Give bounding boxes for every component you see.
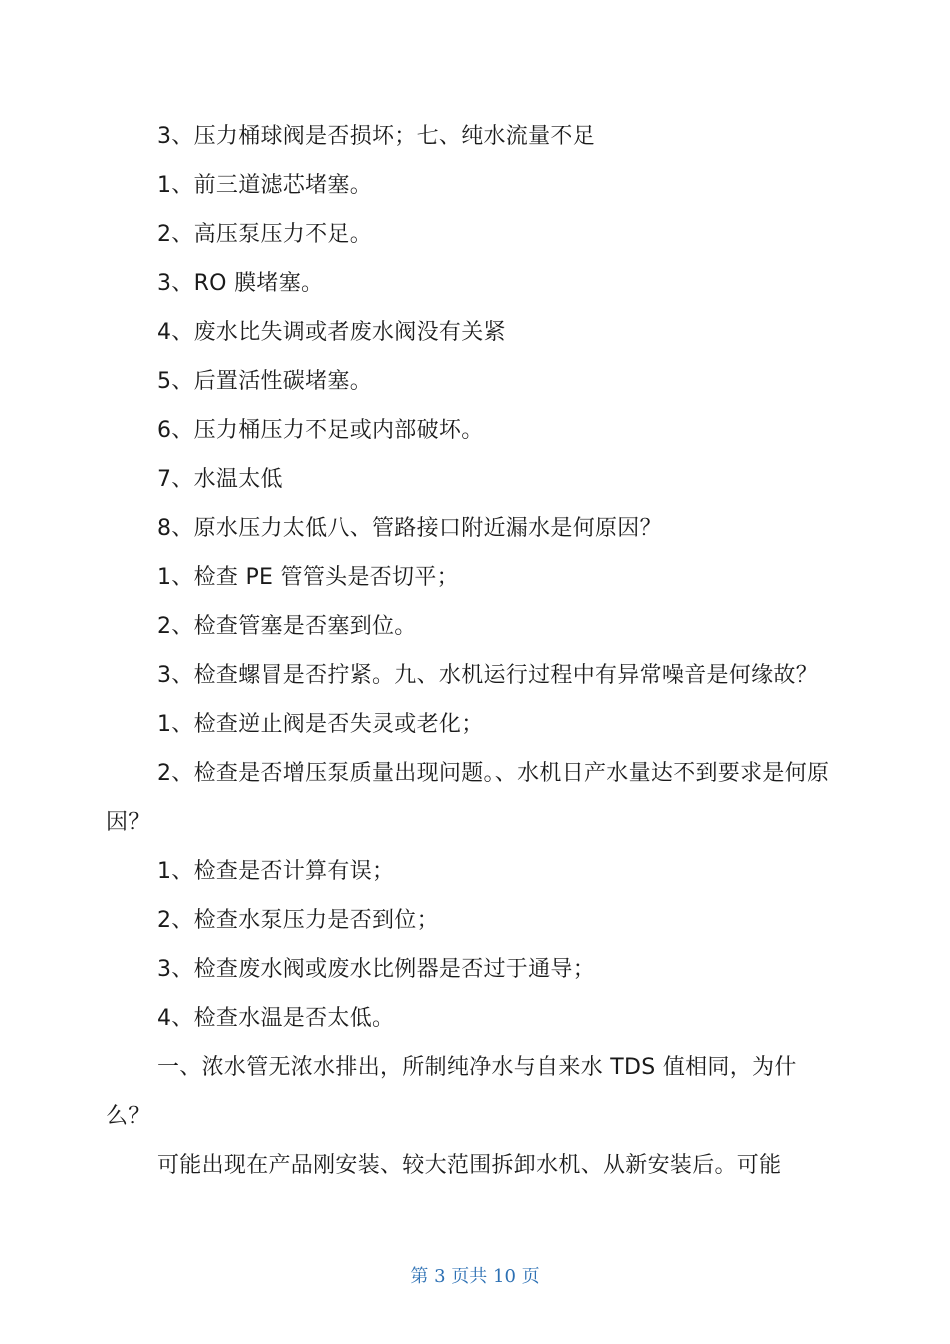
paragraph: 5、后置活性碳堵塞。 <box>157 369 372 394</box>
document-body <box>106 112 838 1190</box>
paragraph: 2、检查管塞是否塞到位。 <box>157 614 417 639</box>
paragraph: 2、检查水泵压力是否到位； <box>157 908 439 933</box>
paragraph: 8、原水压力太低八、管路接口附近漏水是何原因？ <box>157 516 662 541</box>
paragraph: 2、高压泵压力不足。 <box>157 222 372 247</box>
paragraph: 4、废水比失调或者废水阀没有关紧 <box>157 320 506 345</box>
paragraph: 3、检查螺冒是否拧紧。九、水机运行过程中有异常噪音是何缘故？ <box>157 663 818 688</box>
paragraph: 可能出现在产品刚安装、较大范围拆卸水机、从新安装后。可能 <box>157 1153 782 1178</box>
page-number-footer: 第 3 页共 10 页 <box>410 1266 540 1287</box>
paragraph: 1、前三道滤芯堵塞。 <box>157 173 372 198</box>
paragraph: 6、压力桶压力不足或内部破坏。 <box>157 418 484 443</box>
paragraph: 3、检查废水阀或废水比例器是否过于通导； <box>157 957 595 982</box>
paragraph: 1、检查 PE 管管头是否切平； <box>157 565 459 590</box>
paragraph: 2、检查是否增压泵质量出现问题。、水机日产水量达不到要求是何原因？ <box>106 761 830 835</box>
paragraph: 4、检查水温是否太低。 <box>157 1006 395 1031</box>
paragraph: 7、水温太低 <box>157 467 283 492</box>
paragraph: 一、浓水管无浓水排出，所制纯净水与自来水 TDS 值相同，为什么？ <box>106 1055 797 1129</box>
paragraph: 1、检查逆止阀是否失灵或老化； <box>157 712 484 737</box>
paragraph: 3、RO 膜堵塞。 <box>157 271 324 296</box>
paragraph: 3、压力桶球阀是否损坏；七、纯水流量不足 <box>157 124 595 149</box>
paragraph: 1、检查是否计算有误； <box>157 859 395 884</box>
